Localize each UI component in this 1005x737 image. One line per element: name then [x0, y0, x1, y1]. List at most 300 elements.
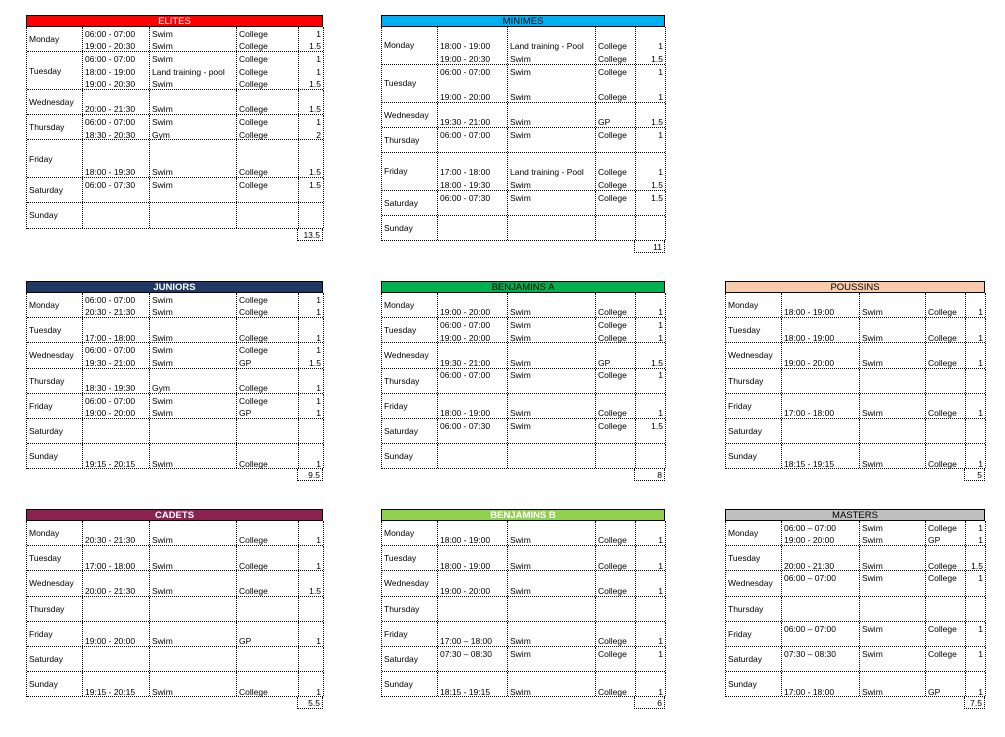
- day-row-monday: [726, 293, 985, 318]
- day-row-thursday: [726, 597, 985, 622]
- weekly-total-hours: 7.5: [964, 697, 985, 709]
- day-label: Monday: [384, 528, 415, 539]
- session-time: 18:00 - 19:00: [85, 66, 136, 77]
- day-label: Monday: [29, 528, 60, 539]
- session-hours: 1: [978, 307, 983, 318]
- schedule-grid: [381, 27, 665, 241]
- panel-juniors: [26, 281, 323, 481]
- session-hours: 1: [316, 560, 321, 571]
- column-divider: [726, 597, 986, 621]
- session-venue: College: [928, 458, 957, 469]
- session-venue: College: [598, 66, 627, 77]
- session-venue: College: [239, 307, 268, 318]
- weekly-total-hours: 5: [964, 469, 985, 481]
- session-time: 06:00 - 07:00: [440, 129, 491, 140]
- session-activity: Swim: [510, 535, 531, 546]
- session-hours: 1.5: [651, 54, 663, 64]
- day-label: Friday: [29, 628, 53, 639]
- session-venue: GP: [598, 357, 611, 368]
- session-activity: Swim: [510, 91, 531, 102]
- day-row-wednesday: [27, 90, 323, 115]
- panel-title: POUSSINS: [725, 281, 985, 293]
- session-activity: Swim: [510, 54, 531, 64]
- session-time: 17:00 – 18:00: [440, 636, 492, 647]
- day-label: Monday: [29, 34, 60, 45]
- session-time: 18:00 - 19:00: [440, 560, 491, 571]
- session-activity: Swim: [510, 319, 531, 330]
- session-time: 20:00 - 21:30: [85, 585, 136, 596]
- day-label: Thursday: [728, 375, 764, 386]
- session-activity: Swim: [152, 395, 173, 406]
- day-row-sunday: [27, 444, 323, 469]
- day-row-tuesday: [726, 546, 985, 571]
- session-venue: College: [598, 332, 627, 343]
- day-row-thursday: [27, 115, 323, 140]
- session-time: 20:00 - 21:30: [784, 560, 835, 571]
- panel-title: BENJAMINS B: [381, 509, 665, 521]
- session-hours: 1: [658, 91, 663, 102]
- day-row-wednesday: [382, 103, 665, 128]
- session-activity: Swim: [862, 332, 883, 343]
- day-row-friday: [27, 622, 323, 647]
- session-time: 06:00 – 07:00: [784, 623, 836, 634]
- session-time: 18:00 - 19:00: [784, 332, 835, 343]
- day-label: Sunday: [728, 679, 757, 690]
- day-row-thursday: [382, 597, 665, 622]
- session-hours: 1: [316, 66, 321, 77]
- day-label: Friday: [384, 400, 408, 411]
- session-time: 19:00 - 20:00: [85, 408, 136, 419]
- session-activity: Swim: [152, 28, 173, 39]
- day-label: Sunday: [384, 451, 413, 462]
- session-venue: College: [239, 560, 268, 571]
- session-hours: 1: [658, 332, 663, 343]
- weekly-total-hours: 5.5: [297, 697, 323, 709]
- session-hours: 1: [658, 535, 663, 546]
- session-venue: College: [598, 648, 627, 659]
- panel-title: ELITES: [26, 15, 323, 27]
- session-hours: 1.5: [309, 167, 321, 178]
- panel-masters: [725, 509, 985, 709]
- day-label: Tuesday: [384, 78, 417, 89]
- session-activity: Swim: [152, 167, 173, 178]
- session-hours: 1: [978, 535, 983, 546]
- day-row-thursday: [27, 597, 323, 622]
- day-row-thursday: [726, 369, 985, 394]
- session-activity: Swim: [862, 573, 883, 584]
- day-row-tuesday: [27, 546, 323, 571]
- session-hours: 2: [316, 129, 321, 140]
- session-activity: Swim: [510, 370, 531, 381]
- session-activity: Land training - Pool: [510, 167, 584, 178]
- session-activity: Swim: [152, 686, 173, 697]
- session-time: 17:00 - 18:00: [85, 560, 136, 571]
- session-time: 06:00 - 07:30: [85, 179, 136, 190]
- session-hours: 1: [978, 332, 983, 343]
- session-hours: 1: [658, 319, 663, 330]
- session-hours: 1: [658, 167, 663, 178]
- schedule-grid: [26, 27, 323, 229]
- session-activity: Swim: [152, 79, 173, 90]
- session-hours: 1.5: [309, 41, 321, 52]
- session-venue: College: [239, 53, 268, 64]
- session-venue: College: [598, 307, 627, 318]
- session-time: 06:00 - 07:00: [440, 66, 491, 77]
- day-row-monday: [382, 27, 665, 65]
- session-venue: College: [239, 395, 268, 406]
- session-hours: 1.5: [651, 179, 663, 190]
- day-label: Sunday: [29, 679, 58, 690]
- day-label: Thursday: [29, 603, 65, 614]
- day-label: Tuesday: [728, 553, 761, 564]
- day-row-wednesday: [27, 343, 323, 368]
- day-label: Monday: [384, 40, 415, 51]
- session-activity: Swim: [510, 686, 531, 697]
- session-venue: College: [598, 129, 627, 140]
- session-activity: Swim: [152, 560, 173, 571]
- session-time: 19:00 - 20:30: [85, 79, 136, 90]
- weekly-total-hours: 6: [634, 697, 665, 709]
- day-label: Saturday: [29, 654, 64, 665]
- panel-poussins: [725, 281, 985, 481]
- session-hours: 1.5: [651, 357, 663, 368]
- session-venue: College: [239, 79, 268, 90]
- day-label: Saturday: [384, 426, 419, 437]
- day-row-friday: [726, 622, 985, 647]
- session-hours: 1: [658, 129, 663, 140]
- day-row-monday: [27, 27, 323, 52]
- session-time: 17:00 - 18:00: [784, 686, 835, 697]
- panel-benjamins-a: [381, 281, 665, 481]
- session-hours: 1.5: [309, 104, 321, 115]
- session-time: 06:00 - 07:00: [85, 28, 136, 39]
- session-time: 20:30 - 21:30: [85, 307, 136, 318]
- day-label: Thursday: [384, 134, 420, 145]
- panel-title: MINIMES: [381, 15, 665, 27]
- session-hours: 1: [978, 408, 983, 419]
- session-venue: College: [598, 41, 627, 52]
- session-venue: College: [239, 66, 268, 77]
- day-row-monday: [27, 521, 323, 546]
- session-venue: College: [928, 522, 957, 533]
- column-divider: [27, 647, 324, 671]
- session-venue: College: [928, 307, 957, 318]
- day-row-thursday: [27, 369, 323, 394]
- session-time: 18:30 - 20:30: [85, 129, 136, 140]
- session-venue: GP: [928, 686, 941, 697]
- session-hours: 1: [316, 307, 321, 318]
- session-hours: 1: [978, 648, 983, 659]
- session-venue: College: [239, 28, 268, 39]
- day-row-friday: [382, 394, 665, 419]
- day-label: Tuesday: [29, 325, 62, 336]
- session-venue: College: [928, 408, 957, 419]
- session-hours: 1: [978, 686, 983, 697]
- session-activity: Swim: [510, 116, 531, 127]
- day-label: Friday: [728, 628, 752, 639]
- session-activity: Land training - pool: [152, 66, 225, 77]
- day-label: Sunday: [29, 210, 58, 221]
- session-activity: Swim: [152, 116, 173, 127]
- session-time: 06:00 - 07:30: [440, 420, 491, 431]
- day-label: Monday: [728, 528, 759, 539]
- session-venue: College: [598, 54, 627, 64]
- day-row-sunday: [382, 672, 665, 697]
- session-activity: Swim: [510, 192, 531, 203]
- session-activity: Swim: [510, 179, 531, 190]
- panel-cadets: [26, 509, 323, 709]
- day-label: Thursday: [728, 603, 764, 614]
- session-hours: 1: [316, 116, 321, 127]
- weekly-total-hours: 8: [634, 469, 665, 481]
- panel-title: JUNIORS: [26, 281, 323, 293]
- session-venue: College: [598, 560, 627, 571]
- session-activity: Swim: [862, 357, 883, 368]
- session-activity: Swim: [862, 458, 883, 469]
- day-row-sunday: [27, 203, 323, 228]
- day-row-monday: [27, 293, 323, 318]
- panel-title: MASTERS: [725, 509, 985, 521]
- day-row-wednesday: [382, 571, 665, 596]
- session-venue: College: [239, 294, 268, 305]
- session-venue: GP: [928, 535, 941, 546]
- session-time: 20:30 - 21:30: [85, 535, 136, 546]
- day-row-wednesday: [726, 343, 985, 368]
- session-hours: 1: [316, 395, 321, 406]
- session-time: 19:30 - 21:00: [85, 357, 136, 368]
- day-label: Monday: [384, 300, 415, 311]
- day-label: Wednesday: [29, 578, 74, 589]
- column-divider: [726, 419, 986, 443]
- session-hours: 1: [316, 382, 321, 393]
- day-row-friday: [382, 153, 665, 191]
- session-venue: College: [598, 91, 627, 102]
- session-venue: College: [928, 560, 957, 571]
- session-activity: Swim: [510, 357, 531, 368]
- session-time: 19:00 - 20:00: [440, 307, 491, 318]
- day-label: Friday: [384, 628, 408, 639]
- session-venue: College: [598, 370, 627, 381]
- day-row-wednesday: [726, 571, 985, 596]
- panel-minimes: [381, 15, 665, 253]
- day-row-monday: [382, 293, 665, 318]
- day-label: Thursday: [29, 375, 65, 386]
- session-time: 18:30 - 19:30: [85, 382, 136, 393]
- session-hours: 1: [316, 458, 321, 469]
- session-time: 19:00 - 20:00: [784, 357, 835, 368]
- schedule-grid: [381, 293, 665, 469]
- session-activity: Gym: [152, 382, 170, 393]
- session-activity: Swim: [510, 420, 531, 431]
- session-time: 17:00 - 18:00: [85, 332, 136, 343]
- session-activity: Swim: [510, 648, 531, 659]
- day-label: Wednesday: [384, 578, 429, 589]
- session-venue: College: [598, 636, 627, 647]
- day-label: Saturday: [384, 197, 419, 208]
- schedule-grid: [26, 521, 323, 697]
- session-time: 18:00 - 19:00: [440, 41, 491, 52]
- session-hours: 1.5: [651, 192, 663, 203]
- panel-title: CADETS: [26, 509, 323, 521]
- day-row-friday: [726, 394, 985, 419]
- day-row-monday: [726, 521, 985, 546]
- day-label: Monday: [29, 300, 60, 311]
- day-label: Sunday: [29, 451, 58, 462]
- session-activity: Swim: [152, 332, 173, 343]
- session-time: 19:15 - 20:15: [85, 686, 136, 697]
- day-row-friday: [382, 622, 665, 647]
- session-hours: 1: [316, 345, 321, 356]
- day-row-saturday: [27, 647, 323, 672]
- session-hours: 1: [316, 53, 321, 64]
- session-time: 19:15 - 20:15: [85, 458, 136, 469]
- session-activity: Swim: [510, 66, 531, 77]
- session-venue: College: [239, 382, 268, 393]
- session-hours: 1: [658, 560, 663, 571]
- day-row-wednesday: [382, 343, 665, 368]
- session-venue: College: [239, 585, 268, 596]
- session-time: 07:30 – 08:30: [440, 648, 492, 659]
- session-hours: 1: [316, 535, 321, 546]
- session-time: 18:15 - 19:15: [784, 458, 835, 469]
- day-label: Saturday: [728, 426, 763, 437]
- day-row-thursday: [382, 128, 665, 153]
- session-hours: 1: [978, 623, 983, 634]
- day-label: Wednesday: [29, 350, 74, 361]
- day-row-saturday: [382, 191, 665, 216]
- day-row-saturday: [27, 419, 323, 444]
- column-divider: [382, 216, 666, 240]
- day-label: Wednesday: [29, 97, 74, 108]
- day-row-monday: [382, 521, 665, 546]
- day-label: Tuesday: [384, 553, 417, 564]
- session-hours: 1: [658, 686, 663, 697]
- session-hours: 1: [658, 636, 663, 647]
- day-row-saturday: [382, 419, 665, 444]
- day-label: Thursday: [384, 603, 420, 614]
- session-activity: Swim: [510, 636, 531, 647]
- session-venue: College: [928, 573, 957, 584]
- session-hours: 1: [978, 573, 983, 584]
- session-hours: 1.5: [971, 560, 983, 571]
- session-time: 19:00 - 20:30: [440, 54, 491, 64]
- session-activity: Swim: [862, 648, 883, 659]
- session-time: 19:00 - 20:00: [85, 636, 136, 647]
- session-time: 18:00 - 19:00: [784, 307, 835, 318]
- session-time: 19:00 - 20:30: [85, 41, 136, 52]
- session-activity: Swim: [510, 332, 531, 343]
- session-activity: Swim: [862, 307, 883, 318]
- day-label: Wednesday: [728, 350, 773, 361]
- session-venue: College: [239, 458, 268, 469]
- session-activity: Swim: [152, 294, 173, 305]
- day-label: Friday: [384, 166, 408, 177]
- day-label: Friday: [29, 153, 53, 164]
- session-time: 19:30 - 21:00: [440, 357, 491, 368]
- session-time: 18:00 - 19:00: [440, 535, 491, 546]
- session-activity: Swim: [862, 623, 883, 634]
- session-activity: Swim: [152, 53, 173, 64]
- session-activity: Swim: [862, 686, 883, 697]
- column-divider: [382, 597, 666, 621]
- session-time: 19:30 - 21:00: [440, 116, 491, 127]
- weekly-total-hours: 9.5: [297, 469, 323, 481]
- session-activity: Swim: [862, 560, 883, 571]
- session-activity: Swim: [510, 129, 531, 140]
- column-divider: [27, 419, 324, 443]
- session-venue: College: [598, 408, 627, 419]
- session-time: 06:00 - 07:00: [440, 370, 491, 381]
- session-venue: College: [239, 686, 268, 697]
- session-venue: College: [239, 104, 268, 115]
- day-label: Saturday: [29, 426, 64, 437]
- weekly-total-hours: 13.5: [297, 229, 323, 241]
- day-row-sunday: [726, 672, 985, 697]
- day-row-tuesday: [27, 52, 323, 90]
- session-venue: College: [598, 535, 627, 546]
- day-label: Saturday: [384, 654, 419, 665]
- session-venue: College: [239, 332, 268, 343]
- session-hours: 1: [316, 636, 321, 647]
- day-row-tuesday: [382, 65, 665, 103]
- session-time: 19:00 - 20:00: [440, 91, 491, 102]
- session-activity: Swim: [152, 104, 173, 115]
- session-venue: College: [598, 585, 627, 596]
- session-time: 07:30 – 08:30: [784, 648, 836, 659]
- session-activity: Swim: [862, 535, 883, 546]
- session-hours: 1: [658, 585, 663, 596]
- session-hours: 1.5: [651, 116, 663, 127]
- session-hours: 1: [316, 408, 321, 419]
- day-row-thursday: [382, 369, 665, 394]
- session-time: 06:00 - 07:00: [440, 319, 491, 330]
- day-label: Tuesday: [29, 553, 62, 564]
- session-time: 06:00 - 07:00: [85, 294, 136, 305]
- column-divider: [27, 597, 324, 621]
- day-row-wednesday: [27, 571, 323, 596]
- session-venue: College: [598, 686, 627, 697]
- column-divider: [27, 203, 324, 227]
- session-activity: Swim: [152, 179, 173, 190]
- session-venue: College: [598, 192, 627, 203]
- session-activity: Swim: [862, 408, 883, 419]
- session-venue: College: [239, 167, 268, 178]
- session-hours: 1.5: [309, 357, 321, 368]
- day-row-tuesday: [382, 546, 665, 571]
- session-hours: 1.5: [651, 420, 663, 431]
- day-label: Sunday: [384, 223, 413, 234]
- session-activity: Swim: [152, 345, 173, 356]
- session-hours: 1: [978, 458, 983, 469]
- session-activity: Swim: [510, 560, 531, 571]
- session-venue: College: [928, 357, 957, 368]
- schedule-grid: [381, 521, 665, 697]
- session-venue: GP: [239, 408, 252, 419]
- day-row-saturday: [726, 419, 985, 444]
- session-activity: Swim: [152, 636, 173, 647]
- day-row-friday: [27, 394, 323, 419]
- session-venue: College: [598, 420, 627, 431]
- session-venue: College: [239, 41, 268, 52]
- day-label: Thursday: [29, 122, 65, 133]
- session-time: 17:00 - 18:00: [784, 408, 835, 419]
- session-venue: College: [239, 535, 268, 546]
- schedule-grid: [725, 521, 985, 697]
- schedule-grid: [725, 293, 985, 469]
- session-hours: 1.5: [309, 79, 321, 90]
- session-venue: College: [598, 319, 627, 330]
- day-label: Wednesday: [384, 350, 429, 361]
